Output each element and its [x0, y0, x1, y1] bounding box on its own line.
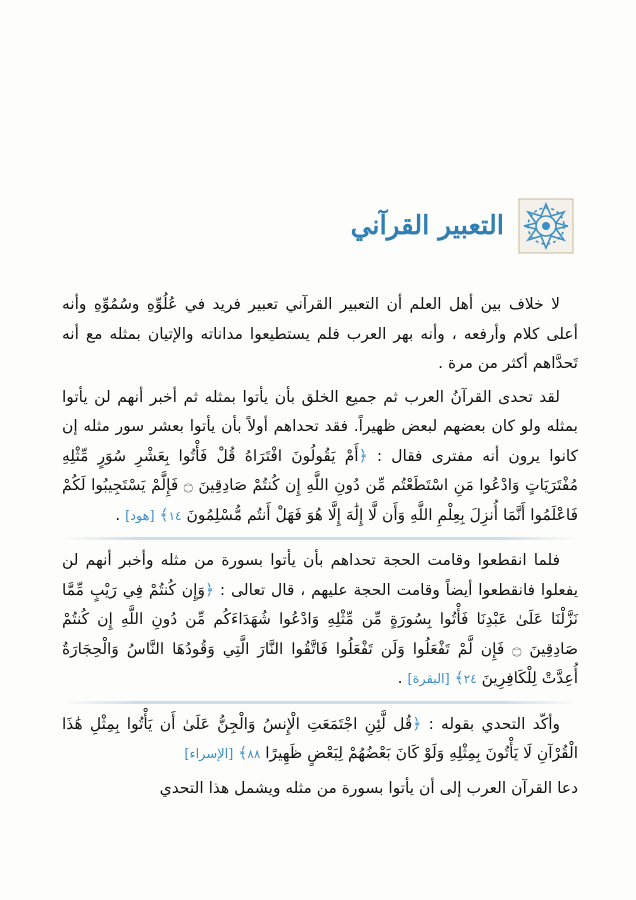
surah-reference: [هود]: [125, 508, 155, 524]
verse-number: ٢٤: [463, 672, 477, 686]
divider: [62, 701, 578, 704]
surah-reference: [البقرة]: [407, 672, 450, 687]
paragraph-2: لقد تحدى القرآنُ العرب ثم جميع الخلق بأن يأتوا بمثله ثم أخبر أنهم لن يأتوا بمثله ولو كان بعضهم لبعض ظهيراً. فقد تحداهم أولاً بأن يأتوا بعشر سور مثله إن كانوا يرون أنه مفترى فقال : ﴿أَمْ يَقُولُونَ افْتَرَاهُ قُلْ فَأْتُوا بِعَشْرِ سُوَرٍ مِّثْلِهِ مُفْتَرَيَاتٍ وَادْعُوا مَنِ اسْتَطَعْتُم مِّن دُونِ اللَّهِ إِن كُنتُمْ صَادِقِينَ ۝ فَإِلَّمْ يَسْتَجِيبُوا لَكُمْ فَاعْلَمُوا أَنَّمَا أُنزِلَ بِعِلْمِ اللَّهِ وَأَن لَّا إِلَٰهَ إِلَّا هُوَ فَهَلْ أَنتُم مُّسْلِمُونَ ١٤﴾ [هود] .: [62, 387, 578, 524]
quran-close-brace: ﴾: [159, 505, 169, 524]
verse-number: ١٤: [168, 508, 182, 523]
paragraph-text: وأكّد التحدي بقوله :: [428, 714, 560, 733]
paragraph-5: [62, 774, 578, 804]
divider: [62, 537, 578, 540]
quran-verse: وَإِن كُنتُمْ فِي رَيْبٍ مِّمَّا نَزَّلْنَا عَلَىٰ عَبْدِنَا فَأْتُوا بِسُورَةٍ مِّن مِّثْلِهِ وَادْعُوا شُهَدَاءَكُم مِّن دُونِ اللَّهِ إِن كُنتُمْ صَادِقِينَ ۝ فَإِن لَّمْ تَفْعَلُوا وَلَن تَفْعَلُوا فَاتَّقُوا النَّارَ الَّتِي وَقُودُهَا النَّاسُ وَالْحِجَارَةُ أُعِدَّتْ لِلْكَافِرِينَ: [62, 580, 578, 687]
verse-number: ٨٨: [247, 747, 261, 761]
chapter-header: [351, 198, 574, 254]
quran-verse: أَمْ يَقُولُونَ افْتَرَاهُ قُلْ فَأْتُوا بِعَشْرِ سُوَرٍ مِّثْلِهِ مُفْتَرَيَاتٍ وَادْعُوا مَنِ اسْتَطَعْتُم مِّن دُونِ اللَّهِ إِن كُنتُمْ صَادِقِينَ ۝ فَإِلَّمْ يَسْتَجِيبُوا لَكُمْ فَاعْلَمُوا أَنَّمَا أُنزِلَ بِعِلْمِ اللَّهِ وَأَن لَّا إِلَٰهَ إِلَّا هُوَ فَهَلْ أَنتُم مُّسْلِمُونَ: [62, 446, 578, 524]
paragraph-3: فلما انقطعوا وقامت الحجة تحداهم بأن يأتوا بسورة من مثله وأخبر أنهم لن يفعلوا فانقطعوا أيضاً وقامت الحجة عليهم ، قال تعالى : ﴿وَإِن كُنتُمْ فِي رَيْبٍ مِّمَّا نَزَّلْنَا عَلَىٰ عَبْدِنَا فَأْتُوا بِسُورَةٍ مِّن مِّثْلِهِ وَادْعُوا شُهَدَاءَكُم مِّن دُونِ اللَّهِ إِن كُنتُمْ صَادِقِينَ ۝ فَإِن لَّمْ تَفْعَلُوا وَلَن تَفْعَلُوا فَاتَّقُوا النَّارَ الَّتِي وَقُودُهَا النَّاسُ وَالْحِجَارَةُ أُعِدَّتْ لِلْكَافِرِينَ ٢٤﴾ [البقرة] .: [62, 551, 579, 687]
quran-open-brace: ﴿: [204, 580, 215, 599]
quran-open-brace: ﴿: [358, 446, 368, 465]
quran-verse: قُل لَّئِنِ اجْتَمَعَتِ الْإِنسُ وَالْجِنُّ عَلَىٰ أَن يَأْتُوا بِمِثْلِ هَٰذَا الْقُرْآنِ لَا يَأْتُونَ بِمِثْلِهِ وَلَوْ كَانَ بَعْضُهُمْ لِبَعْضٍ ظَهِيرًا: [62, 714, 578, 762]
paragraph-4: [62, 710, 578, 770]
paragraph-text: لقد تحدى القرآنُ العرب ثم جميع الخلق بأن يأتوا بمثله ثم أخبر أنهم لن يأتوا بمثله ولو كان بعضهم لبعض ظهيراً. فقد تحداهم أولاً بأن يأتوا بعشر سور مثله إن كانوا يرون أنه مفترى فقال :: [62, 387, 578, 465]
paragraph-text: دعا القرآن العرب إلى أن يأتوا بسورة من مثله ويشمل هذا التحدي: [159, 778, 578, 797]
paragraph-1: [62, 290, 578, 379]
quran-close-brace: ﴾: [238, 744, 248, 762]
chapter-title: التعبير القرآني: [350, 211, 504, 241]
page-body: [62, 290, 578, 803]
quran-close-brace: ﴾: [454, 669, 464, 687]
arabesque-ornament-icon: [518, 198, 574, 254]
quran-open-brace: ﴿: [412, 714, 422, 733]
paragraph-text: فلما انقطعوا وقامت الحجة تحداهم بأن يأتوا بسورة من مثله وأخبر أنهم لن يفعلوا فانقطعوا أيضاً وقامت الحجة عليهم ، قال تعالى :: [62, 551, 579, 599]
surah-reference: [الإسراء]: [184, 747, 234, 762]
paragraph-text: لا خلاف بين أهل العلم أن التعبير القرآني تعبير فريد في عُلُوِّهِ وسُمُوِّهِ وأنه أعلى كلام وأرفعه ، وأنه بهر العرب فلم يستطيعوا مداناته والإتيان بمثله مع أنه تَحدَّاهم أكثر من مرة .: [62, 295, 578, 372]
